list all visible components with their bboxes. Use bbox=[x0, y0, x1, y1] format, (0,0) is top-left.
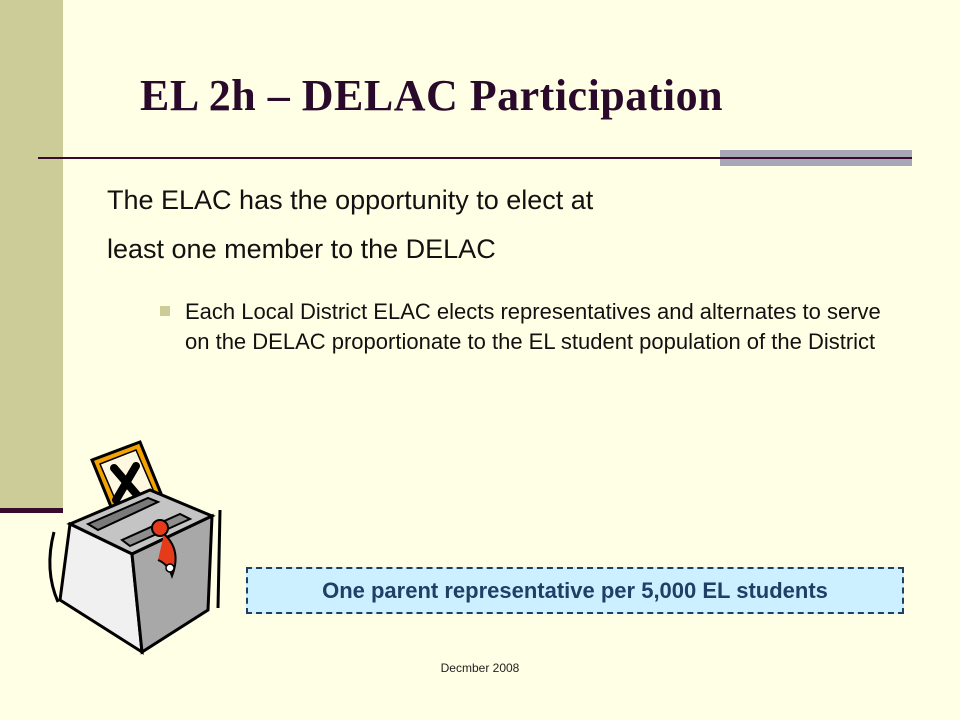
slide-title: EL 2h – DELAC Participation bbox=[140, 71, 724, 120]
left-accent-bar bbox=[0, 0, 63, 510]
bullet-text: Each Local District ELAC elects representatives and alternates to serve on the DELAC proportionate to the EL student population of the District bbox=[185, 299, 881, 354]
footer-date: Decmber 2008 bbox=[440, 661, 520, 675]
callout-box bbox=[246, 567, 904, 614]
body-text bbox=[107, 176, 867, 274]
body-line-1: The ELAC has the opportunity to elect at bbox=[107, 185, 594, 215]
ballot-box-icon bbox=[30, 440, 230, 655]
title-rule bbox=[38, 157, 912, 159]
callout-text: One parent representative per 5,000 EL students bbox=[322, 577, 828, 603]
bullet-marker bbox=[160, 306, 170, 316]
body-line-2: least one member to the DELAC bbox=[107, 234, 496, 264]
